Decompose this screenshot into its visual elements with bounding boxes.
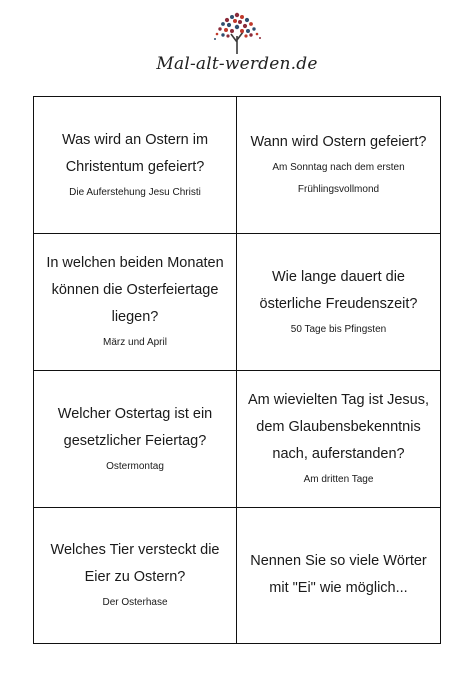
card-answer: Ostermontag (106, 460, 164, 472)
card-question: Am wievielten Tag ist Jesus, dem Glaubensbekenntnis nach, auferstanden? (247, 392, 430, 462)
card-question: Welches Tier versteckt die Eier zu Ostern? (50, 542, 220, 585)
quiz-card (237, 371, 440, 508)
quiz-card (34, 234, 237, 371)
quiz-card (237, 97, 440, 234)
logo-text: Mal-alt-werden.de (156, 54, 318, 74)
quiz-card (34, 371, 237, 508)
card-question: Welcher Ostertag ist ein gesetzlicher Feiertag? (57, 405, 213, 449)
card-answer: Am Sonntag nach dem ersten Frühlingsvollmond (272, 162, 405, 195)
tree-logo-icon (207, 10, 267, 54)
card-answer: Die Auferstehung Jesu Christi (69, 186, 201, 198)
quiz-card (34, 508, 237, 643)
quiz-card (237, 508, 440, 643)
card-answer: März und April (103, 337, 167, 348)
quiz-card-grid (33, 96, 441, 644)
card-question: Was wird an Ostern im Christentum gefeiert? (61, 131, 209, 175)
card-question: Nennen Sie so viele Wörter mit "Ei" wie möglich... (250, 553, 427, 596)
card-question: Wie lange dauert die österliche Freudenszeit? (259, 268, 418, 312)
card-answer: Der Osterhase (102, 597, 168, 608)
quiz-card (237, 234, 440, 371)
card-answer: 50 Tage bis Pfingsten (290, 323, 387, 335)
quiz-card (34, 97, 237, 234)
card-question: In welchen beiden Monaten können die Osterfeiertage liegen? (46, 255, 224, 325)
site-logo (0, 10, 474, 86)
card-answer: Am dritten Tage (303, 474, 374, 485)
card-question: Wann wird Ostern gefeiert? (250, 134, 427, 150)
